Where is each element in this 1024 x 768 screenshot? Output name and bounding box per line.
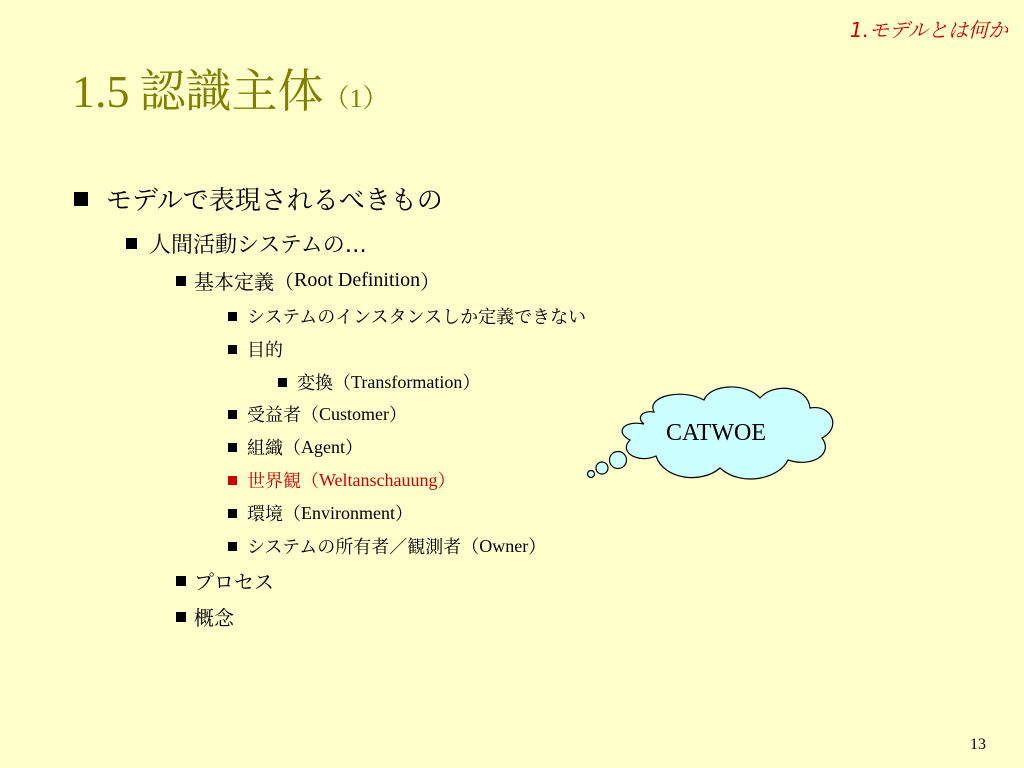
bullet-text-suffix: ） xyxy=(462,373,481,394)
bullet-item xyxy=(228,500,413,526)
bullet-text-latin: Root Definition xyxy=(294,269,421,291)
bullet-item xyxy=(228,303,586,329)
bullet-text-latin: Weltanschauung xyxy=(319,469,438,490)
square-bullet-icon xyxy=(228,312,237,321)
square-bullet-icon xyxy=(176,276,186,286)
bullet-text-suffix: ） xyxy=(420,270,441,294)
bullet-item xyxy=(228,401,407,427)
bullet-text-prefix: 組織（ xyxy=(247,438,301,459)
chapter-label: 1.モデルとは何か xyxy=(849,18,1008,42)
square-bullet-icon xyxy=(176,576,186,586)
bullet-text-latin: Transformation xyxy=(351,371,463,392)
bullet-text-suffix: ） xyxy=(345,438,363,459)
thought-dot-large xyxy=(610,452,627,469)
bullet-item xyxy=(176,566,274,595)
bullet-text: システムのインスタンスしか定義できない xyxy=(247,307,587,328)
bullet-text: 人間活動システムの… xyxy=(149,233,367,258)
page-number: 13 xyxy=(970,736,986,753)
bullet-item xyxy=(228,533,546,559)
bullet-text-prefix: システムの所有者／観測者（ xyxy=(247,537,480,558)
square-bullet-icon xyxy=(228,542,237,551)
title-suffix: （1） xyxy=(323,84,389,113)
bullet-item-highlighted xyxy=(228,467,456,493)
bullet-text: 概念 xyxy=(194,606,234,630)
bullet-item xyxy=(74,180,443,217)
bullet-text-prefix: 変換（ xyxy=(297,373,351,394)
title-number: 1.5 xyxy=(72,66,130,117)
square-bullet-icon xyxy=(228,476,237,485)
bullet-text: モデルで表現されるべきもの xyxy=(106,186,443,216)
bullet-item xyxy=(176,602,234,631)
bullet-text-prefix: 世界観（ xyxy=(247,471,319,492)
bullet-text-suffix: ） xyxy=(394,504,413,525)
bullet-text-prefix: 環境（ xyxy=(247,504,301,525)
square-bullet-icon xyxy=(126,238,137,249)
bullet-text-suffix: ） xyxy=(437,471,456,492)
thought-dot-small xyxy=(588,471,595,478)
square-bullet-icon xyxy=(74,192,88,206)
bullet-item xyxy=(228,434,363,460)
square-bullet-icon xyxy=(228,345,237,354)
bullet-text-latin: Environment xyxy=(301,502,395,523)
bullet-item xyxy=(176,266,440,295)
bullet-text-suffix: ） xyxy=(528,537,547,558)
square-bullet-icon xyxy=(228,443,237,452)
bullet-text-prefix: 受益者（ xyxy=(247,405,319,426)
bullet-text-prefix: 基本定義（ xyxy=(194,270,294,294)
square-bullet-icon xyxy=(228,509,237,518)
title-main: 認識主体 xyxy=(139,64,324,118)
cloud-label: CATWOE xyxy=(666,420,766,446)
bullet-item xyxy=(228,336,283,362)
bullet-text-suffix: ） xyxy=(389,405,407,426)
bullet-item xyxy=(278,369,480,395)
square-bullet-icon xyxy=(228,410,237,419)
bullet-text: 目的 xyxy=(247,340,283,361)
bullet-item xyxy=(126,228,367,259)
square-bullet-icon xyxy=(278,378,287,387)
slide-title xyxy=(72,64,389,118)
bullet-text-latin: Customer xyxy=(319,403,389,424)
thought-dot-medium xyxy=(596,462,608,474)
bullet-text: プロセス xyxy=(194,570,274,594)
bullet-text-latin: Owner xyxy=(479,535,529,556)
bullet-text-latin: Agent xyxy=(301,436,345,457)
square-bullet-icon xyxy=(176,612,186,622)
